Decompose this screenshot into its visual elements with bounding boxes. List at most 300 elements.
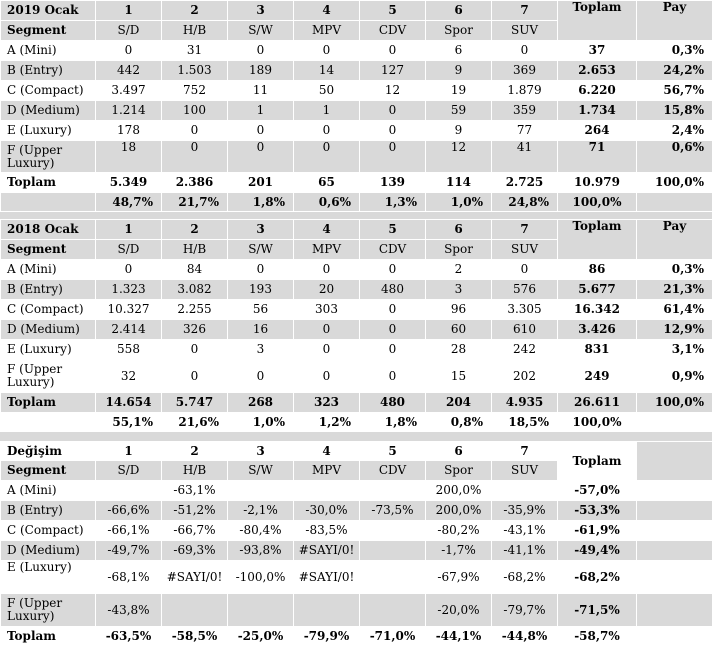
row-total: 16.342	[558, 300, 637, 320]
cell: 200,0%	[426, 481, 492, 501]
cell: 15	[426, 360, 492, 393]
total-cell: 480	[360, 393, 426, 413]
share-cell: 1,3%	[360, 193, 426, 212]
cell: 0	[294, 340, 360, 360]
cell: 202	[492, 360, 558, 393]
total-label: Toplam	[1, 627, 96, 647]
cell	[360, 521, 426, 541]
share-total: 100,0%	[558, 413, 637, 433]
total-cell: -44,1%	[426, 627, 492, 647]
cell: 752	[162, 81, 228, 101]
cell: 0	[228, 360, 294, 393]
share-cell: 24,8%	[492, 193, 558, 212]
type-header: MPV	[294, 461, 360, 481]
grand-share: 100,0%	[637, 393, 712, 413]
cell: #SAYI/0!	[294, 561, 360, 594]
type-header: S/D	[96, 240, 162, 260]
total-cell: -44,8%	[492, 627, 558, 647]
cell: -35,9%	[492, 501, 558, 521]
cell: #SAYI/0!	[294, 541, 360, 561]
cell: 0	[360, 121, 426, 141]
cell: 242	[492, 340, 558, 360]
cell: 326	[162, 320, 228, 340]
cell: 100	[162, 101, 228, 121]
row-share: 0,6%	[637, 141, 712, 173]
header-row-numbers	[1, 442, 712, 461]
cell: 20	[294, 280, 360, 300]
table-2018	[0, 219, 712, 433]
cell	[228, 481, 294, 501]
total-cell: -58,5%	[162, 627, 228, 647]
share-cell: 1,8%	[228, 193, 294, 212]
cell: 60	[426, 320, 492, 340]
cell: 480	[360, 280, 426, 300]
table-row	[1, 501, 712, 521]
share-cell: 48,7%	[96, 193, 162, 212]
type-header: S/W	[228, 461, 294, 481]
row-share: 0,3%	[637, 260, 712, 280]
row-total: 71	[558, 141, 637, 173]
grand-total: -58,7%	[558, 627, 637, 647]
col-number: 1	[96, 442, 162, 461]
col-number: 6	[426, 1, 492, 21]
cell: -41,1%	[492, 541, 558, 561]
segment-label: A (Mini)	[1, 41, 96, 61]
total-cell: 201	[228, 173, 294, 193]
row-share: 0,9%	[637, 360, 712, 393]
cell: 0	[162, 340, 228, 360]
cell: #SAYI/0!	[162, 561, 228, 594]
cell	[294, 594, 360, 627]
table-row	[1, 561, 712, 594]
cell: 369	[492, 61, 558, 81]
total-cell: 4.935	[492, 393, 558, 413]
cell: 610	[492, 320, 558, 340]
table-row	[1, 280, 712, 300]
empty-cell	[637, 594, 712, 627]
row-total: 249	[558, 360, 637, 393]
cell: 3.497	[96, 81, 162, 101]
section-separator	[0, 432, 712, 441]
col-number: 4	[294, 442, 360, 461]
cell: 28	[426, 340, 492, 360]
col-number: 3	[228, 442, 294, 461]
table-change	[0, 441, 712, 647]
segment-label: B (Entry)	[1, 280, 96, 300]
cell: 18	[96, 141, 162, 173]
cell: 16	[228, 320, 294, 340]
total-cell: -79,9%	[294, 627, 360, 647]
total-cell: 5.349	[96, 173, 162, 193]
row-total: 6.220	[558, 81, 637, 101]
row-share: 24,2%	[637, 61, 712, 81]
cell: 442	[96, 61, 162, 81]
cell: 0	[360, 340, 426, 360]
table-row	[1, 320, 712, 340]
cell: 0	[294, 260, 360, 280]
cell: 2	[426, 260, 492, 280]
cell: 32	[96, 360, 162, 393]
col-number: 2	[162, 442, 228, 461]
share-cell: 0,8%	[426, 413, 492, 433]
cell	[162, 594, 228, 627]
total-label: Toplam	[1, 393, 96, 413]
row-total: 37	[558, 41, 637, 61]
cell	[294, 481, 360, 501]
cell: -20,0%	[426, 594, 492, 627]
cell: 1	[294, 101, 360, 121]
empty-cell	[637, 627, 712, 647]
col-number: 7	[492, 442, 558, 461]
table-row	[1, 81, 712, 101]
share-cell: 1,8%	[360, 413, 426, 433]
type-header: H/B	[162, 21, 228, 41]
cell: 359	[492, 101, 558, 121]
type-header: CDV	[360, 240, 426, 260]
cell: 127	[360, 61, 426, 81]
share-cell: 21,6%	[162, 413, 228, 433]
table-row	[1, 121, 712, 141]
cell: -93,8%	[228, 541, 294, 561]
table-row	[1, 300, 712, 320]
header-row-numbers	[1, 220, 712, 240]
cell: 1	[228, 101, 294, 121]
total-cell: 65	[294, 173, 360, 193]
col-number: 4	[294, 1, 360, 21]
col-number: 6	[426, 220, 492, 240]
total-cell: 2.386	[162, 173, 228, 193]
cell: 0	[360, 300, 426, 320]
type-header: Spor	[426, 240, 492, 260]
segment-label: B (Entry)	[1, 61, 96, 81]
share-row	[1, 193, 712, 212]
cell: 50	[294, 81, 360, 101]
row-share: 56,7%	[637, 81, 712, 101]
cell: 0	[294, 141, 360, 173]
cell: 9	[426, 61, 492, 81]
cell: -80,2%	[426, 521, 492, 541]
total-cell: 2.725	[492, 173, 558, 193]
share-row	[1, 413, 712, 433]
cell: 0	[294, 320, 360, 340]
grand-share: 100,0%	[637, 173, 712, 193]
type-header: S/W	[228, 21, 294, 41]
segment-label: F (Upper Luxury)	[1, 594, 96, 627]
total-cell: 14.654	[96, 393, 162, 413]
cell: 41	[492, 141, 558, 173]
cell: 0	[162, 141, 228, 173]
table-row	[1, 541, 712, 561]
cell: 0	[228, 41, 294, 61]
row-share: 21,3%	[637, 280, 712, 300]
cell: 0	[294, 41, 360, 61]
cell: 3	[228, 340, 294, 360]
col-number: 7	[492, 1, 558, 21]
cell: 1.503	[162, 61, 228, 81]
cell: -51,2%	[162, 501, 228, 521]
total-cell: 323	[294, 393, 360, 413]
total-cell: 139	[360, 173, 426, 193]
row-share: 12,9%	[637, 320, 712, 340]
cell: 3	[426, 280, 492, 300]
col-total-header: Toplam	[558, 220, 637, 260]
empty-cell	[637, 561, 712, 594]
cell: 9	[426, 121, 492, 141]
row-total: -57,0%	[558, 481, 637, 501]
col-number: 3	[228, 220, 294, 240]
col-number: 5	[360, 1, 426, 21]
cell: -68,2%	[492, 561, 558, 594]
cell	[360, 481, 426, 501]
header-row-numbers	[1, 1, 712, 21]
cell: -100,0%	[228, 561, 294, 594]
cell: 12	[360, 81, 426, 101]
cell: 0	[360, 360, 426, 393]
cell: 178	[96, 121, 162, 141]
cell	[96, 481, 162, 501]
share-empty	[637, 413, 712, 433]
col-share-header: Pay	[637, 220, 712, 260]
cell: -30,0%	[294, 501, 360, 521]
col-number: 7	[492, 220, 558, 240]
table-2019	[0, 0, 712, 212]
cell: -68,1%	[96, 561, 162, 594]
row-share: 0,3%	[637, 41, 712, 61]
cell: 96	[426, 300, 492, 320]
grand-total: 10.979	[558, 173, 637, 193]
cell: 19	[426, 81, 492, 101]
row-share: 3,1%	[637, 340, 712, 360]
empty-cell	[637, 501, 712, 521]
type-header: Spor	[426, 461, 492, 481]
empty-cell	[637, 541, 712, 561]
segment-label: C (Compact)	[1, 521, 96, 541]
cell: 1.323	[96, 280, 162, 300]
type-header: S/D	[96, 21, 162, 41]
cell: -67,9%	[426, 561, 492, 594]
cell: 193	[228, 280, 294, 300]
cell: -73,5%	[360, 501, 426, 521]
col-number: 4	[294, 220, 360, 240]
section-separator	[0, 212, 712, 219]
type-header: H/B	[162, 240, 228, 260]
cell: 200,0%	[426, 501, 492, 521]
row-total: 1.734	[558, 101, 637, 121]
cell: 11	[228, 81, 294, 101]
cell: 2.255	[162, 300, 228, 320]
row-total: 86	[558, 260, 637, 280]
row-total: -53,3%	[558, 501, 637, 521]
cell: 1.214	[96, 101, 162, 121]
cell: 0	[492, 41, 558, 61]
segment-label: E (Luxury)	[1, 340, 96, 360]
col-number: 5	[360, 442, 426, 461]
segment-label: A (Mini)	[1, 260, 96, 280]
cell: -69,3%	[162, 541, 228, 561]
total-row	[1, 627, 712, 647]
table-row	[1, 260, 712, 280]
empty-cell	[637, 521, 712, 541]
cell: 0	[360, 141, 426, 173]
col-total-header: Toplam	[558, 442, 637, 481]
total-row	[1, 173, 712, 193]
table-row	[1, 101, 712, 121]
cell: -49,7%	[96, 541, 162, 561]
cell: 0	[294, 121, 360, 141]
table-row	[1, 360, 712, 393]
total-cell: 114	[426, 173, 492, 193]
type-header: CDV	[360, 461, 426, 481]
cell: 0	[96, 41, 162, 61]
cell: 0	[492, 260, 558, 280]
share-cell: 1,0%	[426, 193, 492, 212]
segment-label: B (Entry)	[1, 501, 96, 521]
col-number: 1	[96, 1, 162, 21]
share-cell: 18,5%	[492, 413, 558, 433]
row-total: -68,2%	[558, 561, 637, 594]
col-share-header: Pay	[637, 1, 712, 41]
cell: -66,7%	[162, 521, 228, 541]
col-number: 2	[162, 1, 228, 21]
cell: 59	[426, 101, 492, 121]
segment-header: Segment	[1, 461, 96, 481]
table-row	[1, 481, 712, 501]
share-label	[1, 413, 96, 433]
total-label: Toplam	[1, 173, 96, 193]
type-header: SUV	[492, 240, 558, 260]
total-cell: -25,0%	[228, 627, 294, 647]
section-title: Değişim	[1, 442, 96, 461]
row-total: 264	[558, 121, 637, 141]
cell: 558	[96, 340, 162, 360]
type-header: CDV	[360, 21, 426, 41]
cell: -83,5%	[294, 521, 360, 541]
table-row	[1, 41, 712, 61]
row-share: 2,4%	[637, 121, 712, 141]
share-total: 100,0%	[558, 193, 637, 212]
cell: -63,1%	[162, 481, 228, 501]
share-cell: 21,7%	[162, 193, 228, 212]
cell: 56	[228, 300, 294, 320]
col-number: 3	[228, 1, 294, 21]
col-total-header: Toplam	[558, 1, 637, 41]
row-total: 2.653	[558, 61, 637, 81]
total-row	[1, 393, 712, 413]
cell: 303	[294, 300, 360, 320]
cell	[360, 541, 426, 561]
type-header: S/D	[96, 461, 162, 481]
cell: -43,1%	[492, 521, 558, 541]
cell: 0	[360, 320, 426, 340]
section-title: 2019 Ocak	[1, 1, 96, 21]
type-header: S/W	[228, 240, 294, 260]
cell: 10.327	[96, 300, 162, 320]
segment-label: F (Upper Luxury)	[1, 141, 96, 173]
segment-header: Segment	[1, 21, 96, 41]
grand-total: 26.611	[558, 393, 637, 413]
table-row	[1, 61, 712, 81]
cell: 0	[294, 360, 360, 393]
cell	[360, 561, 426, 594]
cell: -2,1%	[228, 501, 294, 521]
cell	[360, 594, 426, 627]
share-cell: 1,2%	[294, 413, 360, 433]
cell: -43,8%	[96, 594, 162, 627]
col-number: 1	[96, 220, 162, 240]
cell: 12	[426, 141, 492, 173]
share-cell: 0,6%	[294, 193, 360, 212]
cell: 576	[492, 280, 558, 300]
type-header: SUV	[492, 461, 558, 481]
cell: -1,7%	[426, 541, 492, 561]
type-header: MPV	[294, 240, 360, 260]
share-empty	[637, 193, 712, 212]
share-label	[1, 193, 96, 212]
type-header: SUV	[492, 21, 558, 41]
cell: 0	[228, 141, 294, 173]
type-header: MPV	[294, 21, 360, 41]
type-header: H/B	[162, 461, 228, 481]
cell: 0	[228, 260, 294, 280]
segment-label: F (Upper Luxury)	[1, 360, 96, 393]
cell: 0	[162, 360, 228, 393]
cell: 1.879	[492, 81, 558, 101]
cell: 0	[162, 121, 228, 141]
segment-label: D (Medium)	[1, 320, 96, 340]
cell	[228, 594, 294, 627]
share-cell: 55,1%	[96, 413, 162, 433]
row-share: 61,4%	[637, 300, 712, 320]
total-cell: 204	[426, 393, 492, 413]
segment-label: E (Luxury)	[1, 561, 96, 594]
cell: 0	[96, 260, 162, 280]
cell: 6	[426, 41, 492, 61]
segment-label: D (Medium)	[1, 101, 96, 121]
empty-header	[637, 442, 712, 481]
empty-cell	[637, 481, 712, 501]
cell: 189	[228, 61, 294, 81]
cell: 3.082	[162, 280, 228, 300]
type-header: Spor	[426, 21, 492, 41]
col-number: 2	[162, 220, 228, 240]
total-cell: -63,5%	[96, 627, 162, 647]
table-row	[1, 594, 712, 627]
section-title: 2018 Ocak	[1, 220, 96, 240]
row-total: -61,9%	[558, 521, 637, 541]
cell: 0	[360, 260, 426, 280]
table-row	[1, 340, 712, 360]
cell: 0	[360, 41, 426, 61]
cell: -79,7%	[492, 594, 558, 627]
segment-label: D (Medium)	[1, 541, 96, 561]
row-share: 15,8%	[637, 101, 712, 121]
cell: 0	[360, 101, 426, 121]
segment-label: C (Compact)	[1, 300, 96, 320]
cell: 84	[162, 260, 228, 280]
total-cell: -71,0%	[360, 627, 426, 647]
col-number: 6	[426, 442, 492, 461]
cell: 31	[162, 41, 228, 61]
cell: -66,1%	[96, 521, 162, 541]
row-total: 5.677	[558, 280, 637, 300]
segment-label: C (Compact)	[1, 81, 96, 101]
segment-label: E (Luxury)	[1, 121, 96, 141]
cell: 3.305	[492, 300, 558, 320]
segment-label: A (Mini)	[1, 481, 96, 501]
cell	[492, 481, 558, 501]
segment-header: Segment	[1, 240, 96, 260]
cell: 2.414	[96, 320, 162, 340]
